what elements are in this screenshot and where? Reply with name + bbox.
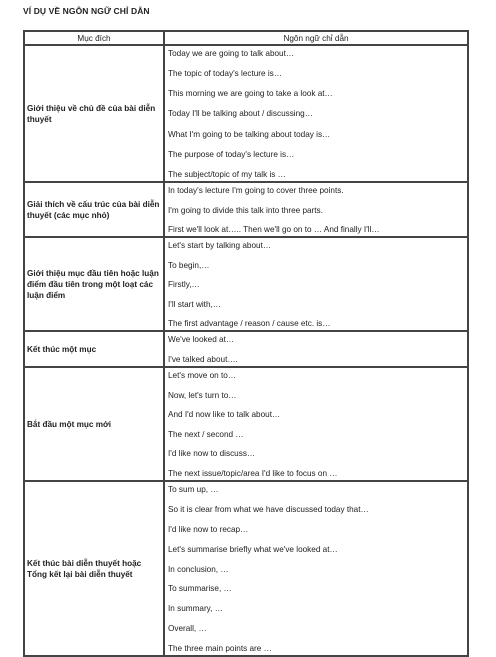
phrase-item: So it is clear from what we have discussed today that… [168,504,369,514]
phrase-item: To begin,… [168,260,210,270]
phrase-item: Overall, … [168,624,207,634]
row-purpose: Kết thúc bài diễn thuyết hoặc Tổng kết lại bài diễn thuyết [24,481,164,656]
phrase-item: In today's lecture I'm going to cover three points. [168,186,344,195]
phrase-item: This morning we are going to take a look at… [168,89,333,99]
table-row [24,331,468,367]
phrase-item: The next issue/topic/area I'd like to focus on … [168,468,338,478]
table-row [24,45,468,182]
phrase-item: I'd like now to discuss… [168,449,256,459]
table-header-row [24,31,468,45]
phrase-item: The subject/topic of my talk is … [168,169,286,179]
phrase-list [165,368,467,480]
row-purpose: Bắt đầu một mục mới [24,367,164,481]
phrase-item: And I'd now like to talk about… [168,410,281,420]
phrase-list [165,238,467,330]
row-purpose: Giới thiệu mục đầu tiên hoặc luận điểm đầu tiên trong một loạt các luận điểm [24,237,164,331]
phrase-item: In summary, … [168,604,223,614]
phrase-item: Let's summarise briefly what we've looked at… [168,544,338,554]
row-purpose: Giải thích về cấu trúc của bài diễn thuyết (các mục nhỏ) [24,182,164,237]
phrase-list [165,482,467,655]
signpost-language-table [23,30,469,657]
header-signpost-language: Ngôn ngữ chỉ dẫn [164,31,468,45]
table-row [24,481,468,656]
phrase-item: I'm going to divide this talk into three parts. [168,205,323,215]
phrase-item: I'll start with,… [168,299,221,309]
phrase-item: Today we are going to talk about… [168,49,295,58]
phrase-item: I've talked about…. [168,355,238,364]
phrase-list [165,332,467,366]
row-phrases [164,237,468,331]
phrase-item: In conclusion, … [168,564,229,574]
row-phrases [164,45,468,182]
phrase-item: Let's move on to… [168,371,237,380]
phrase-item: The purpose of today's lecture is… [168,149,295,159]
document-title: VÍ DỤ VỀ NGÔN NGỮ CHỈ DẪN [23,6,150,16]
row-phrases [164,367,468,481]
table-row [24,367,468,481]
phrase-item: The next / second … [168,429,244,439]
row-phrases [164,481,468,656]
phrase-item: The first advantage / reason / cause etc. is… [168,319,331,328]
phrase-item: To sum up, … [168,485,219,494]
phrase-item: The three main points are … [168,644,272,653]
row-phrases [164,331,468,367]
phrase-item: Firstly,… [168,280,200,289]
phrase-item: Let's start by talking about… [168,241,272,250]
phrase-item: Today I'll be talking about / discussing… [168,109,313,119]
phrase-item: I'd like now to recap… [168,524,249,534]
phrase-item: Now, let's turn to… [168,390,237,400]
phrase-list [165,183,467,236]
phrase-item: We've looked at… [168,335,235,344]
table-row [24,182,468,237]
row-phrases [164,182,468,237]
phrase-list [165,46,467,181]
header-purpose: Mục đích [24,31,164,45]
row-purpose: Kết thúc một mục [24,331,164,367]
phrase-item: To summarise, … [168,584,232,594]
table-body [24,45,468,656]
row-purpose: Giới thiệu về chủ đề của bài diễn thuyết [24,45,164,182]
phrase-item: First we'll look at….. Then we'll go on to … And finally I'll… [168,225,380,234]
table-row [24,237,468,331]
phrase-item: What I'm going to be talking about today is… [168,129,331,139]
phrase-item: The topic of today's lecture is… [168,69,282,79]
